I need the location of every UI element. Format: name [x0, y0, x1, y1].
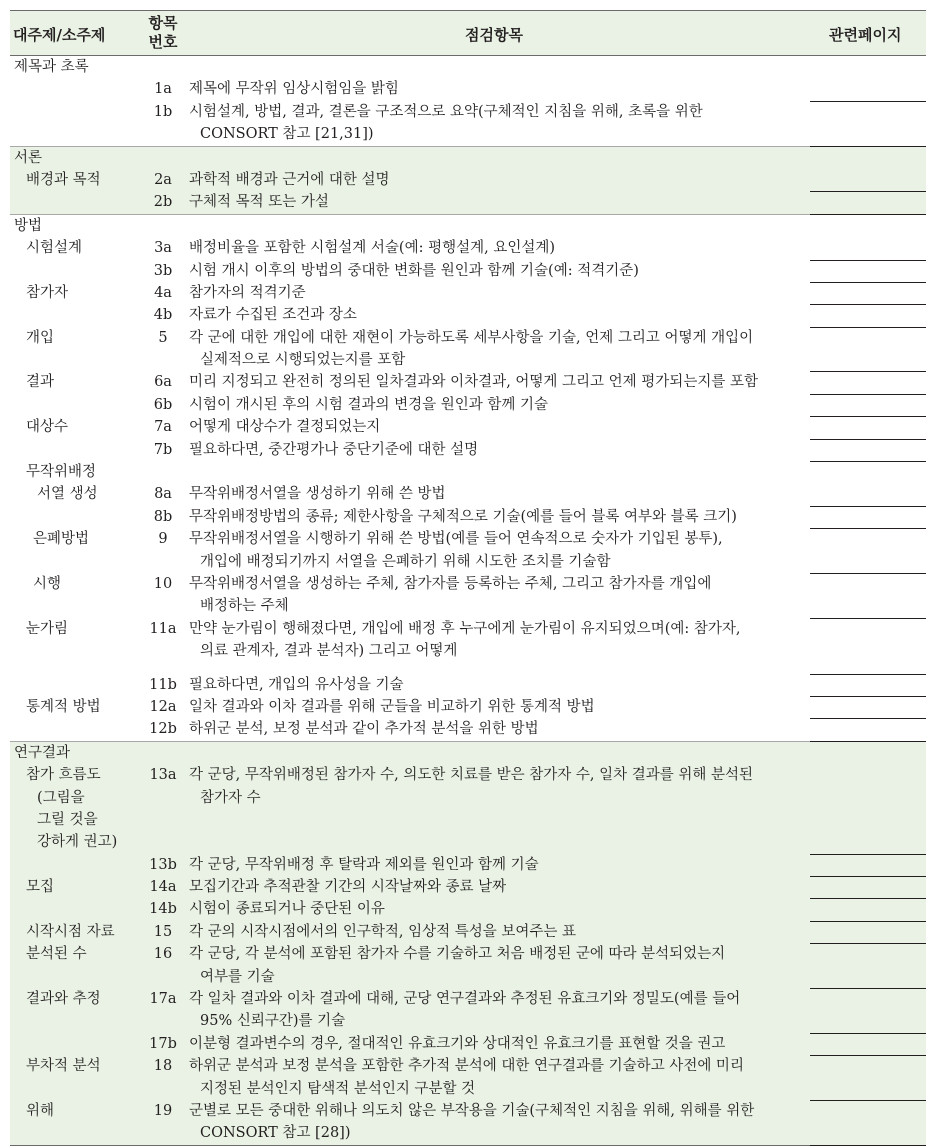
table-row	[10, 696, 926, 718]
topic-label: 통계적 방법	[26, 698, 101, 715]
item-description: 참가자 수	[200, 789, 261, 806]
item-number: 6a	[154, 374, 172, 391]
table-row	[10, 595, 926, 617]
topic-label: 참가 흐름도	[26, 767, 101, 784]
table-row	[10, 663, 926, 674]
item-description: 군별로 모든 중대한 위해나 의도치 않은 부작용을 기술(구체적인 지침을 위해, 위해를 위한	[189, 1102, 755, 1119]
topic-label: 서열 생성	[37, 486, 98, 503]
header-item-number-line2: 번호	[148, 33, 178, 51]
item-number: 5	[158, 329, 168, 346]
item-description: 필요하다면, 중간평가나 중단기준에 대한 설명	[189, 441, 479, 458]
item-description: 시험설계, 방법, 결과, 결론을 구조적으로 요약(구체적인 지침을 위해, 초록을 위한	[189, 103, 703, 120]
item-number: 15	[153, 923, 173, 940]
table-row	[10, 764, 926, 786]
item-description: 여부를 기술	[200, 968, 275, 985]
topic-label: 시행	[33, 575, 62, 592]
table-row	[10, 78, 926, 100]
item-description: 어떻게 대상수가 결정되었는지	[189, 419, 381, 436]
table-row	[10, 56, 926, 78]
item-description: 각 군의 시작시점에서의 인구학적, 임상적 특성을 보여주는 표	[189, 923, 577, 940]
table-row	[10, 921, 926, 943]
item-number: 7a	[154, 419, 172, 436]
table-row	[10, 147, 926, 169]
item-number: 1a	[154, 81, 172, 98]
item-description: 시험이 개시된 후의 시험 결과의 변경을 원인과 함께 기술	[189, 396, 549, 413]
table-row	[10, 1010, 926, 1032]
table-row	[10, 573, 926, 595]
item-description: 시험이 종료되거나 중단된 이유	[189, 901, 385, 918]
table-row	[10, 674, 926, 696]
item-description: 필요하다면, 개입의 유사성을 기술	[189, 676, 404, 693]
topic-label: 무작위배정	[26, 464, 97, 481]
table-row	[10, 260, 926, 282]
table-row	[10, 528, 926, 550]
topic-label: 제목과 초록	[14, 59, 89, 75]
item-number: 17a	[149, 991, 177, 1008]
table-row	[10, 101, 926, 123]
header-checklist-item: 점검항목	[465, 26, 523, 44]
item-description: 의료 관계자, 결과 분석자) 그리고 어떻게	[200, 643, 458, 660]
topic-label: 눈가림	[26, 620, 69, 637]
item-number: 19	[153, 1102, 173, 1119]
table-row	[10, 349, 926, 371]
item-number: 2b	[153, 194, 173, 211]
item-description: 자료가 수집된 조건과 장소	[189, 307, 357, 324]
item-description: 과학적 배경과 근거에 대한 설명	[189, 171, 390, 188]
table-header	[10, 11, 926, 56]
topic-label: 방법	[14, 217, 43, 234]
item-description: 참가자의 적격기준	[189, 284, 306, 301]
table-row	[10, 483, 926, 505]
table-row	[10, 718, 926, 740]
item-description: 하위군 분석과 보정 분석을 포함한 추가적 분석에 대한 연구결과를 기술하고 사전에 미리	[189, 1058, 744, 1075]
topic-label: 그릴 것을	[37, 811, 98, 828]
item-description: 개입에 배정되기까지 서열을 은폐하기 위해 시도한 조치를 기술함	[200, 553, 611, 570]
topic-label: 시작시점 자료	[26, 923, 115, 940]
item-description: 이분형 결과변수의 경우, 절대적인 유효크기와 상대적인 유효크기를 표현할 것을 권고	[189, 1035, 726, 1052]
topic-label: (그림을	[37, 789, 85, 806]
table-row	[10, 1100, 926, 1122]
item-description: 제목에 무작위 임상시험임을 밝힘	[189, 81, 399, 98]
header-related-page: 관련페이지	[829, 26, 902, 44]
table-row	[10, 898, 926, 920]
topic-label: 연구결과	[14, 744, 71, 761]
topic-label: 대상수	[26, 419, 69, 436]
item-number: 8a	[154, 486, 172, 503]
item-description: 무작위배정서열을 생성하기 위해 쓴 방법	[189, 486, 446, 503]
topic-label: 시험설계	[26, 240, 83, 257]
table-row	[10, 304, 926, 326]
table-row	[10, 988, 926, 1010]
table-row	[10, 1055, 926, 1077]
item-description: CONSORT 참고 [21,31])	[200, 126, 374, 143]
table-row	[10, 966, 926, 988]
table-row	[10, 1078, 926, 1100]
table-row	[10, 1033, 926, 1055]
topic-label: 부차적 분석	[26, 1058, 101, 1075]
table-row	[10, 742, 926, 764]
item-description: 각 군에 대한 개입에 대한 재현이 가능하도록 세부사항을 기술, 언제 그리고 어떻게 개입이	[189, 329, 754, 346]
item-description: 하위군 분석, 보정 분석과 같이 추가적 분석을 위한 방법	[189, 721, 539, 738]
table-row	[10, 282, 926, 304]
item-number: 8b	[153, 508, 173, 525]
item-description: 시험 개시 이후의 방법의 중대한 변화를 원인과 함께 기술(예: 적격기준)	[189, 262, 639, 279]
table-row	[10, 394, 926, 416]
item-number: 10	[153, 575, 173, 592]
item-number: 12a	[149, 698, 177, 715]
header-item-number-line1: 항목	[148, 14, 178, 32]
table-row	[10, 461, 926, 483]
topic-label: 모집	[26, 879, 55, 896]
table-row	[10, 640, 926, 662]
item-number: 7b	[153, 441, 173, 458]
item-number: 17b	[149, 1035, 177, 1052]
item-description: 무작위배정서열을 생성하는 주체, 참가자를 등록하는 주체, 그리고 참가자를 개입에	[189, 575, 712, 592]
item-description: CONSORT 참고 [28])	[200, 1125, 351, 1142]
item-number: 16	[153, 946, 173, 963]
topic-label: 은폐방법	[33, 531, 90, 548]
item-number: 18	[153, 1058, 173, 1075]
item-description: 배정하는 주체	[200, 598, 289, 615]
item-description: 95% 신뢰구간)를 기술	[200, 1013, 346, 1030]
topic-label: 참가자	[26, 284, 69, 301]
item-description: 각 일차 결과와 이차 결과에 대해, 군당 연구결과와 추정된 유효크기와 정밀도(예를 들어	[189, 991, 741, 1008]
table-row	[10, 371, 926, 393]
item-description: 각 군당, 무작위배정된 참가자 수, 의도한 치료를 받은 참가자 수, 일차 결과를 위해 분석된	[189, 767, 753, 784]
item-description: 미리 지정되고 완전히 정의된 일차결과와 이차결과, 어떻게 그리고 언제 평가되는지를 포함	[189, 374, 758, 391]
item-number: 11a	[149, 620, 177, 637]
table-row	[10, 169, 926, 191]
table-section	[10, 742, 926, 1145]
topic-label: 서론	[14, 149, 43, 166]
table-row	[10, 1122, 926, 1144]
item-number: 13b	[149, 856, 177, 873]
checklist-table	[10, 10, 926, 1146]
topic-label: 분석된 수	[26, 946, 87, 963]
table-row	[10, 551, 926, 573]
item-number: 14b	[149, 901, 177, 918]
item-number: 12b	[149, 721, 177, 738]
table-row	[10, 618, 926, 640]
table-row	[10, 237, 926, 259]
item-description: 구체적 목적 또는 가설	[189, 194, 329, 211]
header-topic: 대주제/소주제	[13, 26, 106, 44]
table-row	[10, 215, 926, 237]
table-section	[10, 56, 926, 146]
item-description: 모집기간과 추적관찰 기간의 시작날짜와 종료 날짜	[189, 879, 507, 896]
item-description: 각 군당, 무작위배정 후 탈락과 제외를 원인과 함께 기술	[189, 856, 539, 873]
table-row	[10, 831, 926, 853]
table-row	[10, 327, 926, 349]
header-item-number	[141, 14, 185, 52]
item-description: 배정비율을 포함한 시험설계 서술(예: 평행설계, 요인설계)	[189, 240, 556, 257]
item-number: 9	[158, 531, 168, 548]
topic-label: 개입	[26, 329, 55, 346]
table-row	[10, 416, 926, 438]
topic-label: 강하게 권고)	[37, 834, 118, 851]
table-row	[10, 809, 926, 831]
table-row	[10, 506, 926, 528]
item-description: 무작위배정서열을 시행하기 위해 쓴 방법(예를 들어 연속적으로 숫자가 기입된 봉투),	[189, 531, 723, 548]
topic-label: 결과	[26, 374, 55, 391]
item-description: 각 군당, 각 분석에 포함된 참가자 수를 기술하고 처음 배정된 군에 따라 분석되었는지	[189, 946, 726, 963]
table-section	[10, 215, 926, 741]
item-number: 4a	[154, 284, 172, 301]
item-number: 1b	[153, 103, 173, 120]
table-row	[10, 439, 926, 461]
item-description: 실제적으로 시행되었는지를 포함	[200, 352, 406, 369]
item-number: 13a	[149, 767, 177, 784]
item-number: 2a	[154, 171, 172, 188]
item-number: 14a	[149, 879, 177, 896]
table-row	[10, 943, 926, 965]
item-number: 4b	[153, 307, 173, 324]
table-body	[10, 56, 926, 1145]
table-row	[10, 123, 926, 145]
item-number: 6b	[153, 396, 173, 413]
item-number: 11b	[149, 676, 177, 693]
item-number: 3b	[153, 262, 173, 279]
table-row	[10, 876, 926, 898]
topic-label: 위해	[26, 1102, 55, 1119]
item-number: 3a	[154, 240, 172, 257]
item-description: 만약 눈가림이 행해졌다면, 개입에 배정 후 누구에게 눈가림이 유지되었으며(예: 참가자,	[189, 620, 741, 637]
topic-label: 결과와 추정	[26, 991, 101, 1008]
item-description: 무작위배정방법의 종류; 제한사항을 구체적으로 기술(예를 들어 블록 여부와 블록 크기)	[189, 508, 737, 525]
table-row	[10, 191, 926, 213]
table-row	[10, 854, 926, 876]
table-section	[10, 147, 926, 214]
table-row	[10, 787, 926, 809]
item-description: 일차 결과와 이차 결과를 위해 군들을 비교하기 위한 통계적 방법	[189, 698, 595, 715]
topic-label: 배경과 목적	[26, 171, 101, 188]
item-description: 지정된 분석인지 탐색적 분석인지 구분할 것	[200, 1080, 476, 1097]
